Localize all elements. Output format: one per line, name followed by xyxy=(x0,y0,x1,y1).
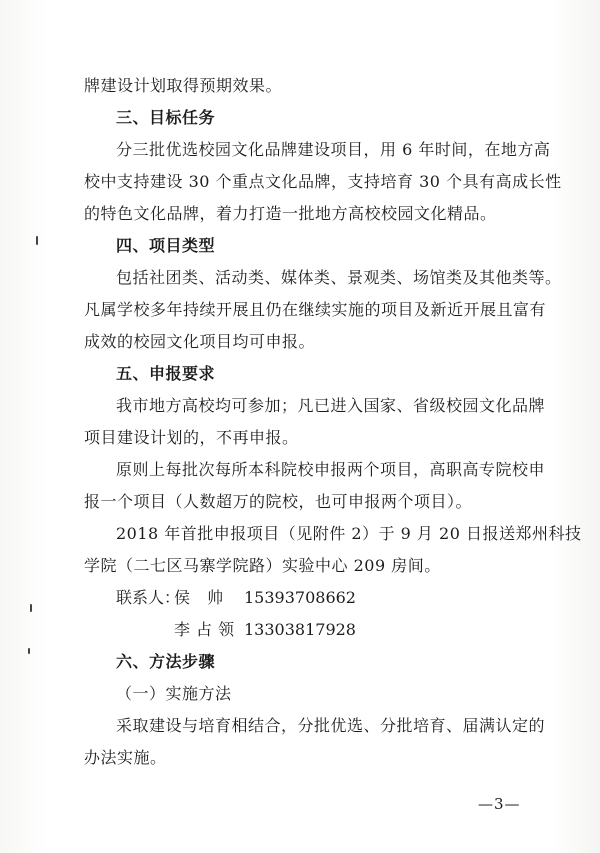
paragraph-line: 学院（二七区马寨学院路）实验中心 209 房间。 xyxy=(84,556,441,575)
paragraph-line: 报一个项目（人数超万的院校，也可申报两个项目）。 xyxy=(84,492,473,511)
paragraph-line: 校中支持建设 30 个重点文化品牌，支持培育 30 个具有高成长性 xyxy=(84,172,562,191)
contact-name: 侯 帅 xyxy=(174,588,230,607)
paragraph-line: 项目建设计划的，不再申报。 xyxy=(84,428,299,447)
paragraph-line: 我市地方高校均可参加；凡已进入国家、省级校园文化品牌 xyxy=(116,396,546,415)
paragraph-line: 的特色文化品牌，着力打造一批地方高校校园文化精品。 xyxy=(84,204,497,223)
paragraph-line: 凡属学校多年持续开展且仍在继续实施的项目及新近开展且富有 xyxy=(84,300,547,319)
section-heading: 四、项目类型 xyxy=(116,236,216,255)
scan-speck xyxy=(28,648,30,654)
page-number: —3— xyxy=(478,795,521,813)
contact-phone: 13303817928 xyxy=(244,620,356,639)
section-heading: 六、方法步骤 xyxy=(116,652,216,671)
paragraph-line: 包括社团类、活动类、媒体类、景观类、场馆类及其他类等。 xyxy=(116,268,562,287)
contact-row xyxy=(84,614,550,646)
paragraph-line: 分三批优选校园文化品牌建设项目，用 6 年时间，在地方高 xyxy=(116,140,551,159)
contact-phone: 15393708662 xyxy=(244,588,356,607)
paragraph-line: 办法实施。 xyxy=(84,748,167,767)
paragraph-line: 2018 年首批申报项目（见附件 2）于 9 月 20 日报送郑州科技 xyxy=(116,524,582,543)
scan-speck xyxy=(36,236,38,245)
subsection-heading: （一）实施方法 xyxy=(116,684,232,703)
document-body xyxy=(84,70,582,774)
scan-speck xyxy=(30,604,32,612)
contact-label: 联系人： xyxy=(116,588,181,607)
section-heading: 五、申报要求 xyxy=(116,364,216,383)
paragraph-line: 原则上每批次每所本科院校申报两个项目，高职高专院校申 xyxy=(116,460,546,479)
contact-row xyxy=(84,582,550,614)
paragraph-line: 采取建设与培育相结合，分批优选、分批培育、届满认定的 xyxy=(116,716,546,735)
section-heading: 三、目标任务 xyxy=(116,108,216,127)
paragraph-line: 牌建设计划取得预期效果。 xyxy=(84,76,283,95)
paragraph-line: 成效的校园文化项目均可申报。 xyxy=(84,332,316,351)
contact-name: 李占领 xyxy=(174,620,241,639)
